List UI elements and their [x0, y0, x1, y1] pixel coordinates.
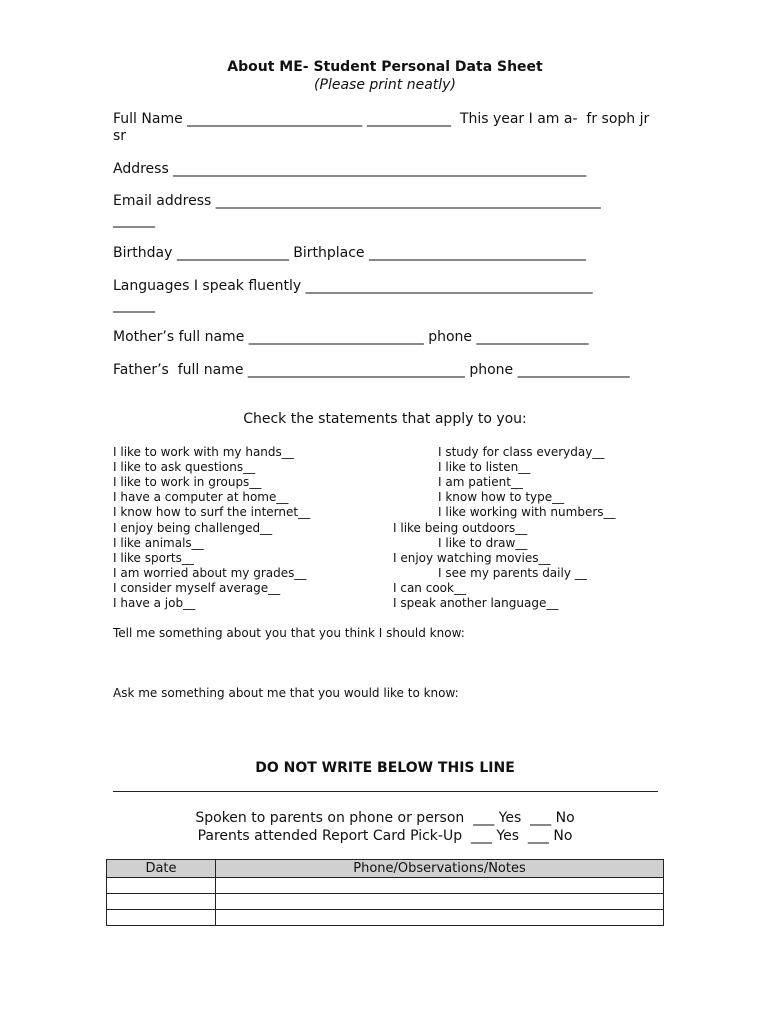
- email-field-continued: ______: [113, 212, 155, 228]
- checklist-item: I know how to type__: [438, 490, 565, 504]
- date-column-header: Date: [107, 860, 216, 878]
- table-row: [107, 910, 664, 926]
- checklist-item: I like to ask questions__: [113, 460, 256, 474]
- checklist-item: I consider myself average__: [113, 581, 281, 595]
- father-field: Father’s full name _______________________________ phone ________________: [113, 362, 630, 378]
- office-use-heading: DO NOT WRITE BELOW THIS LINE: [255, 760, 515, 776]
- table-row: [107, 878, 664, 894]
- checklist-item: I enjoy being challenged__: [113, 521, 273, 535]
- spoken-to-parents-line: Spoken to parents on phone or person ___ Yes ___ No: [195, 810, 575, 826]
- checklist-item: I know how to surf the internet__: [113, 505, 311, 519]
- birthday-birthplace-field: Birthday ________________ Birthplace _______________________________: [113, 245, 586, 261]
- checklist-item: I like to draw__: [438, 536, 528, 550]
- notes-log-table: [106, 859, 664, 926]
- checklist-item: I have a job__: [113, 596, 196, 610]
- notes-column-header: Phone/Observations/Notes: [216, 860, 664, 878]
- date-cell: [107, 894, 216, 910]
- checklist-item: I like sports__: [113, 551, 194, 565]
- grade-level-continued: sr: [113, 128, 127, 144]
- checklist-item: I like to work with my hands__: [113, 445, 294, 459]
- checklist-item: I like being outdoors__: [393, 521, 528, 535]
- checklist-heading: Check the statements that apply to you:: [243, 411, 527, 427]
- checklist-item: I am worried about my grades__: [113, 566, 307, 580]
- address-field: Address ___________________________________________________________: [113, 161, 587, 177]
- checklist-item: I have a computer at home__: [113, 490, 289, 504]
- checklist-item: I like animals__: [113, 536, 204, 550]
- date-cell: [107, 878, 216, 894]
- notes-cell: [216, 910, 664, 926]
- table-row: [107, 894, 664, 910]
- checklist-item: I like to work in groups__: [113, 475, 262, 489]
- languages-field: Languages I speak fluently _________________________________________: [113, 278, 593, 294]
- languages-field-continued: ______: [113, 297, 155, 313]
- checklist-item: I like working with numbers__: [438, 505, 616, 519]
- email-field: Email address _______________________________________________________: [113, 193, 601, 209]
- notes-cell: [216, 878, 664, 894]
- checklist-item: I see my parents daily __: [438, 566, 587, 580]
- checklist-item: I speak another language__: [393, 596, 559, 610]
- tell-me-prompt: Tell me something about you that you think I should know:: [113, 626, 465, 640]
- checklist-item: I study for class everyday__: [438, 445, 605, 459]
- grade-level-field: ____________ This year I am a- fr soph jr: [367, 111, 650, 127]
- date-cell: [107, 910, 216, 926]
- divider-line: [113, 791, 658, 792]
- full-name-field: Full Name _________________________: [113, 111, 363, 127]
- mother-field: Mother’s full name _________________________ phone ________________: [113, 329, 589, 345]
- checklist-item: I can cook__: [393, 581, 466, 595]
- checklist-item: I am patient__: [438, 475, 523, 489]
- notes-cell: [216, 894, 664, 910]
- page-subtitle: (Please print neatly): [314, 77, 456, 93]
- table-header-row: [107, 860, 664, 878]
- page-title: About ME- Student Personal Data Sheet: [227, 59, 543, 75]
- checklist-item: I enjoy watching movies__: [393, 551, 551, 565]
- checklist-item: I like to listen__: [438, 460, 531, 474]
- ask-me-prompt: Ask me something about me that you would like to know:: [113, 686, 459, 700]
- report-card-pickup-line: Parents attended Report Card Pick-Up ___ Yes ___ No: [197, 828, 573, 844]
